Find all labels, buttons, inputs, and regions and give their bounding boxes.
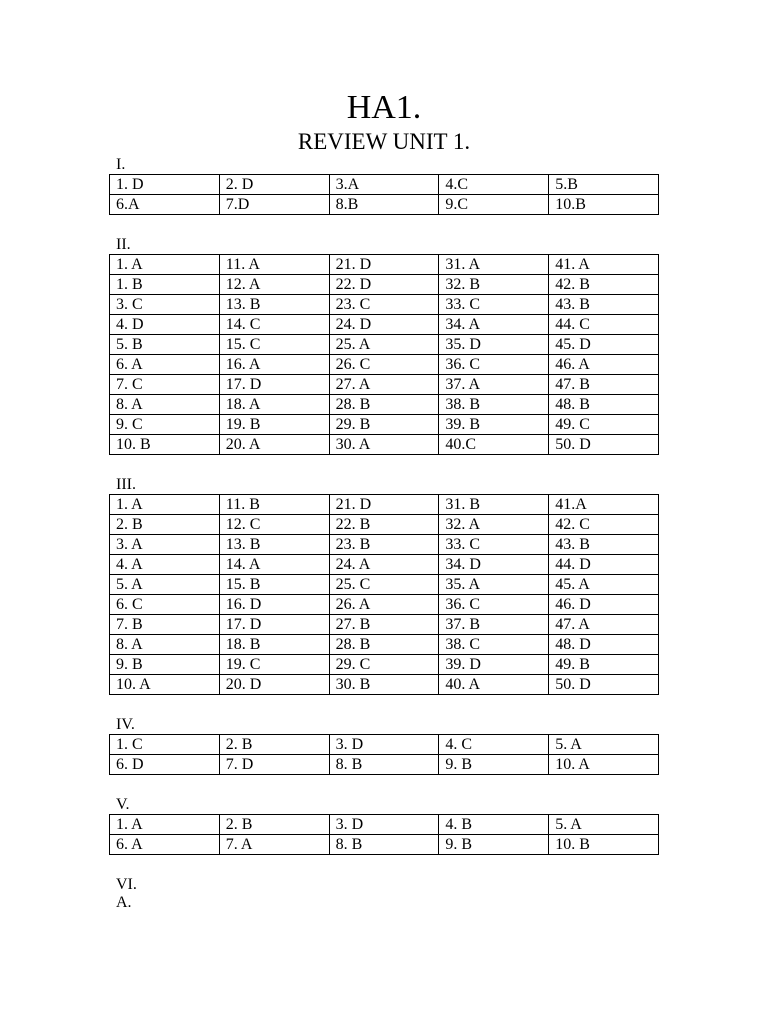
answer-cell: 26. C — [329, 355, 439, 375]
answer-cell: 22. D — [329, 275, 439, 295]
answer-cell: 20. A — [219, 435, 329, 455]
table-row — [110, 655, 659, 675]
answer-cell: 8. B — [329, 755, 439, 775]
table-row — [110, 515, 659, 535]
answer-cell: 23. B — [329, 535, 439, 555]
answer-cell: 35. A — [439, 575, 549, 595]
answer-cell: 2. B — [219, 735, 329, 755]
answer-cell: 5.B — [549, 175, 659, 195]
answer-cell: 23. C — [329, 295, 439, 315]
answer-cell: 35. D — [439, 335, 549, 355]
table-row — [110, 575, 659, 595]
answer-cell: 30. B — [329, 675, 439, 695]
answer-cell: 48. D — [549, 635, 659, 655]
answer-cell: 21. D — [329, 495, 439, 515]
document-title: HA1. — [346, 89, 422, 126]
answer-cell: 48. B — [549, 395, 659, 415]
answer-cell: 27. A — [329, 375, 439, 395]
answer-cell: 43. B — [549, 535, 659, 555]
answer-sections — [109, 156, 659, 855]
table-row — [110, 735, 659, 755]
answer-cell: 4. A — [110, 555, 220, 575]
section-label-vi: VI. — [116, 876, 137, 893]
answer-cell: 32. B — [439, 275, 549, 295]
answer-table — [109, 174, 659, 215]
answer-cell: 19. B — [219, 415, 329, 435]
answer-cell: 36. C — [439, 595, 549, 615]
section-spacer — [109, 775, 659, 796]
answer-cell: 10. A — [549, 755, 659, 775]
table-row — [110, 315, 659, 335]
answer-cell: 42. C — [549, 515, 659, 535]
answer-cell: 9. B — [439, 755, 549, 775]
table-row — [110, 495, 659, 515]
answer-cell: 40. A — [439, 675, 549, 695]
answer-cell: 37. A — [439, 375, 549, 395]
answer-cell: 7. D — [219, 755, 329, 775]
table-row — [110, 195, 659, 215]
answer-cell: 15. C — [219, 335, 329, 355]
table-row — [110, 675, 659, 695]
answer-cell: 18. A — [219, 395, 329, 415]
answer-cell: 1. A — [110, 255, 220, 275]
section-label: V. — [116, 796, 130, 813]
answer-cell: 12. C — [219, 515, 329, 535]
answer-cell: 4. D — [110, 315, 220, 335]
answer-cell: 21. D — [329, 255, 439, 275]
document-page — [109, 88, 659, 912]
answer-table — [109, 254, 659, 455]
answer-cell: 40.C — [439, 435, 549, 455]
answer-cell: 42. B — [549, 275, 659, 295]
answer-cell: 2. B — [219, 815, 329, 835]
answer-cell: 14. C — [219, 315, 329, 335]
answer-cell: 22. B — [329, 515, 439, 535]
table-row — [110, 295, 659, 315]
answer-cell: 7. B — [110, 615, 220, 635]
answer-cell: 11. B — [219, 495, 329, 515]
answer-table — [109, 734, 659, 775]
answer-cell: 8. A — [110, 635, 220, 655]
answer-cell: 47. B — [549, 375, 659, 395]
table-row — [110, 535, 659, 555]
answer-cell: 50. D — [549, 675, 659, 695]
table-row — [110, 335, 659, 355]
answer-cell: 7. A — [219, 835, 329, 855]
answer-cell: 5. A — [549, 735, 659, 755]
answer-cell: 3. C — [110, 295, 220, 315]
answer-cell: 26. A — [329, 595, 439, 615]
answer-cell: 1. A — [110, 495, 220, 515]
answer-cell: 9.C — [439, 195, 549, 215]
answer-cell: 17. D — [219, 615, 329, 635]
answer-cell: 16. D — [219, 595, 329, 615]
section-label: II. — [116, 236, 131, 253]
table-row — [110, 835, 659, 855]
answer-cell: 3. A — [110, 535, 220, 555]
answer-cell: 10. B — [110, 435, 220, 455]
answer-cell: 46. A — [549, 355, 659, 375]
answer-table — [109, 814, 659, 855]
answer-cell: 6. A — [110, 355, 220, 375]
answer-cell: 17. D — [219, 375, 329, 395]
answer-cell: 1. D — [110, 175, 220, 195]
answer-cell: 31. A — [439, 255, 549, 275]
answer-cell: 13. B — [219, 535, 329, 555]
answer-cell: 10. A — [110, 675, 220, 695]
answer-cell: 49. C — [549, 415, 659, 435]
table-row — [110, 755, 659, 775]
subsection-label-a: A. — [116, 894, 132, 911]
answer-cell: 8. A — [110, 395, 220, 415]
answer-cell: 6. C — [110, 595, 220, 615]
answer-cell: 28. B — [329, 395, 439, 415]
table-row — [110, 555, 659, 575]
answer-cell: 39. B — [439, 415, 549, 435]
answer-cell: 41.A — [549, 495, 659, 515]
table-row — [110, 635, 659, 655]
answer-cell: 4. C — [439, 735, 549, 755]
document-subtitle: REVIEW UNIT 1. — [297, 129, 471, 154]
answer-cell: 1. C — [110, 735, 220, 755]
section-label: IV. — [116, 716, 135, 733]
section-spacer — [109, 855, 659, 876]
answer-cell: 46. D — [549, 595, 659, 615]
answer-cell: 3.A — [329, 175, 439, 195]
answer-cell: 7. C — [110, 375, 220, 395]
answer-cell: 30. A — [329, 435, 439, 455]
answer-cell: 47. A — [549, 615, 659, 635]
answer-cell: 9. C — [110, 415, 220, 435]
answer-cell: 9. B — [439, 835, 549, 855]
answer-cell: 10.B — [549, 195, 659, 215]
answer-cell: 15. B — [219, 575, 329, 595]
answer-cell: 14. A — [219, 555, 329, 575]
answer-cell: 25. A — [329, 335, 439, 355]
table-row — [110, 595, 659, 615]
answer-cell: 9. B — [110, 655, 220, 675]
answer-cell: 13. B — [219, 295, 329, 315]
table-row — [110, 255, 659, 275]
answer-cell: 32. A — [439, 515, 549, 535]
answer-cell: 5. A — [110, 575, 220, 595]
answer-cell: 29. B — [329, 415, 439, 435]
answer-cell: 45. A — [549, 575, 659, 595]
answer-cell: 8.B — [329, 195, 439, 215]
answer-cell: 29. C — [329, 655, 439, 675]
answer-cell: 1. B — [110, 275, 220, 295]
section-spacer — [109, 695, 659, 716]
answer-cell: 20. D — [219, 675, 329, 695]
answer-table — [109, 494, 659, 695]
answer-cell: 2. D — [219, 175, 329, 195]
table-row — [110, 415, 659, 435]
section-label: III. — [116, 476, 136, 493]
answer-cell: 25. C — [329, 575, 439, 595]
table-row — [110, 815, 659, 835]
answer-cell: 8. B — [329, 835, 439, 855]
answer-cell: 10. B — [549, 835, 659, 855]
answer-cell: 19. C — [219, 655, 329, 675]
answer-cell: 12. A — [219, 275, 329, 295]
answer-cell: 6. A — [110, 835, 220, 855]
answer-cell: 44. C — [549, 315, 659, 335]
answer-cell: 16. A — [219, 355, 329, 375]
answer-cell: 4.C — [439, 175, 549, 195]
answer-cell: 37. B — [439, 615, 549, 635]
answer-cell: 49. B — [549, 655, 659, 675]
answer-cell: 39. D — [439, 655, 549, 675]
answer-cell: 36. C — [439, 355, 549, 375]
answer-cell: 3. D — [329, 735, 439, 755]
answer-cell: 4. B — [439, 815, 549, 835]
table-row — [110, 435, 659, 455]
table-row — [110, 375, 659, 395]
table-row — [110, 395, 659, 415]
table-row — [110, 175, 659, 195]
section-label: I. — [116, 156, 126, 173]
answer-cell: 44. D — [549, 555, 659, 575]
answer-cell: 5. B — [110, 335, 220, 355]
answer-cell: 2. B — [110, 515, 220, 535]
answer-cell: 24. D — [329, 315, 439, 335]
answer-cell: 33. C — [439, 535, 549, 555]
answer-cell: 7.D — [219, 195, 329, 215]
answer-cell: 31. B — [439, 495, 549, 515]
answer-cell: 6.A — [110, 195, 220, 215]
section-spacer — [109, 215, 659, 236]
answer-cell: 11. A — [219, 255, 329, 275]
answer-cell: 45. D — [549, 335, 659, 355]
section-spacer — [109, 455, 659, 476]
answer-cell: 28. B — [329, 635, 439, 655]
table-row — [110, 275, 659, 295]
answer-cell: 41. A — [549, 255, 659, 275]
table-row — [110, 355, 659, 375]
answer-cell: 38. C — [439, 635, 549, 655]
answer-cell: 34. A — [439, 315, 549, 335]
table-row — [110, 615, 659, 635]
answer-cell: 6. D — [110, 755, 220, 775]
answer-cell: 38. B — [439, 395, 549, 415]
answer-cell: 1. A — [110, 815, 220, 835]
answer-cell: 24. A — [329, 555, 439, 575]
answer-cell: 43. B — [549, 295, 659, 315]
answer-cell: 18. B — [219, 635, 329, 655]
answer-cell: 50. D — [549, 435, 659, 455]
answer-cell: 27. B — [329, 615, 439, 635]
answer-cell: 33. C — [439, 295, 549, 315]
answer-cell: 5. A — [549, 815, 659, 835]
answer-cell: 3. D — [329, 815, 439, 835]
answer-cell: 34. D — [439, 555, 549, 575]
